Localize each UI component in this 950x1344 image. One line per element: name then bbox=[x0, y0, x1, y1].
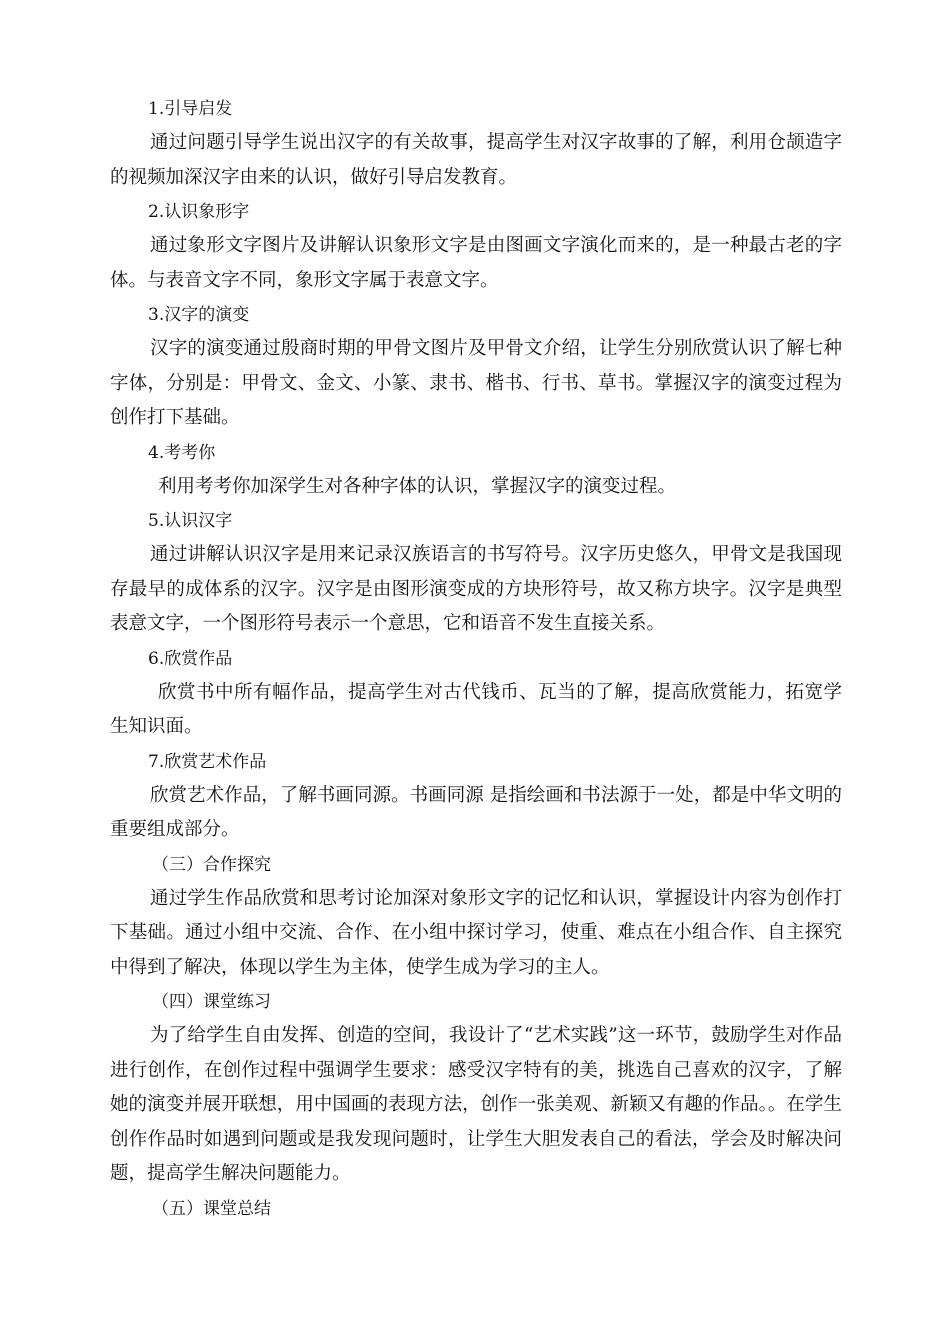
section-body-3: 汉字的演变通过殷商时期的甲骨文图片及甲骨文介绍，让学生分别欣赏认识了解七种字体，分别是：甲骨文、金文、小篆、隶书、楷书、行书、草书。掌握汉字的演变过程为创作打下基础。 bbox=[110, 338, 842, 428]
section-heading-cooperative-inquiry: （三）合作探究 bbox=[152, 854, 271, 875]
section-body-5: 通过讲解认识汉字是用来记录汉族语言的书写符号。汉字历史悠久，甲骨文是我国现存最早的成体系的汉字。汉字是由图形演变成的方块形符号，故又称方块字。汉字是典型表意文字，一个图形符号表示一个意思，它和语音不发生直接关系。 bbox=[110, 544, 842, 634]
section-body-cooperative-inquiry: 通过学生作品欣赏和思考讨论加深对象形文字的记忆和认识，掌握设计内容为创作打下基础。通过小组中交流、合作、在小组中探讨学习，使重、难点在小组合作、自主探究中得到了解决，体现以学生为主体，使学生成为学习的主人。 bbox=[110, 887, 842, 978]
section-heading-3: 3.汉字的演变 bbox=[148, 305, 250, 325]
section-body-2: 通过象形文字图片及讲解认识象形文字是由图画文字演化而来的，是一种最古老的字体。与表音文字不同，象形文字属于表意文字。 bbox=[110, 235, 842, 291]
section-body-classroom-practice: 为了给学生自由发挥、创造的空间，我设计了“艺术实践”这一环节，鼓励学生对作品进行创作，在创作过程中强调学生要求：感受汉字特有的美，挑选自己喜欢的汉字，了解她的演变并展开联想，用中国画的表现方法，创作一张美观、新颖又有趣的作品。。在学生创作作品时如遇到问题或是我发现问题时，让学生大胆发表自己的看法，学会及时解决问题，提高学生解决问题能力。 bbox=[110, 1025, 842, 1184]
section-body-1: 通过问题引导学生说出汉字的有关故事，提高学生对汉字故事的了解，利用仓颉造字的视频加深汉字由来的认识，做好引导启发教育。 bbox=[110, 132, 842, 188]
document-page bbox=[110, 92, 842, 1226]
section-body-4: 利用考考你加深学生对各种字体的认识，掌握汉字的演变过程。 bbox=[158, 475, 677, 497]
section-heading-5: 5.认识汉字 bbox=[148, 511, 233, 531]
section-heading-classroom-practice: （四）课堂练习 bbox=[152, 992, 271, 1012]
section-body-6: 欣赏书中所有幅作品，提高学生对古代钱币、瓦当的了解，提高欣赏能力，拓宽学生知识面。 bbox=[110, 681, 842, 737]
section-body-7: 欣赏艺术作品，了解书画同源。书画同源 是指绘画和书法源于一处，都是中华文明的重要组成部分。 bbox=[110, 784, 842, 840]
section-heading-2: 2.认识象形字 bbox=[148, 202, 250, 222]
section-heading-4: 4.考考你 bbox=[148, 442, 216, 463]
section-heading-7: 7.欣赏艺术作品 bbox=[148, 751, 267, 772]
section-heading-6: 6.欣赏作品 bbox=[148, 648, 233, 669]
section-heading-classroom-summary: （五）课堂总结 bbox=[152, 1198, 271, 1219]
section-heading-1: 1.引导启发 bbox=[148, 99, 233, 119]
